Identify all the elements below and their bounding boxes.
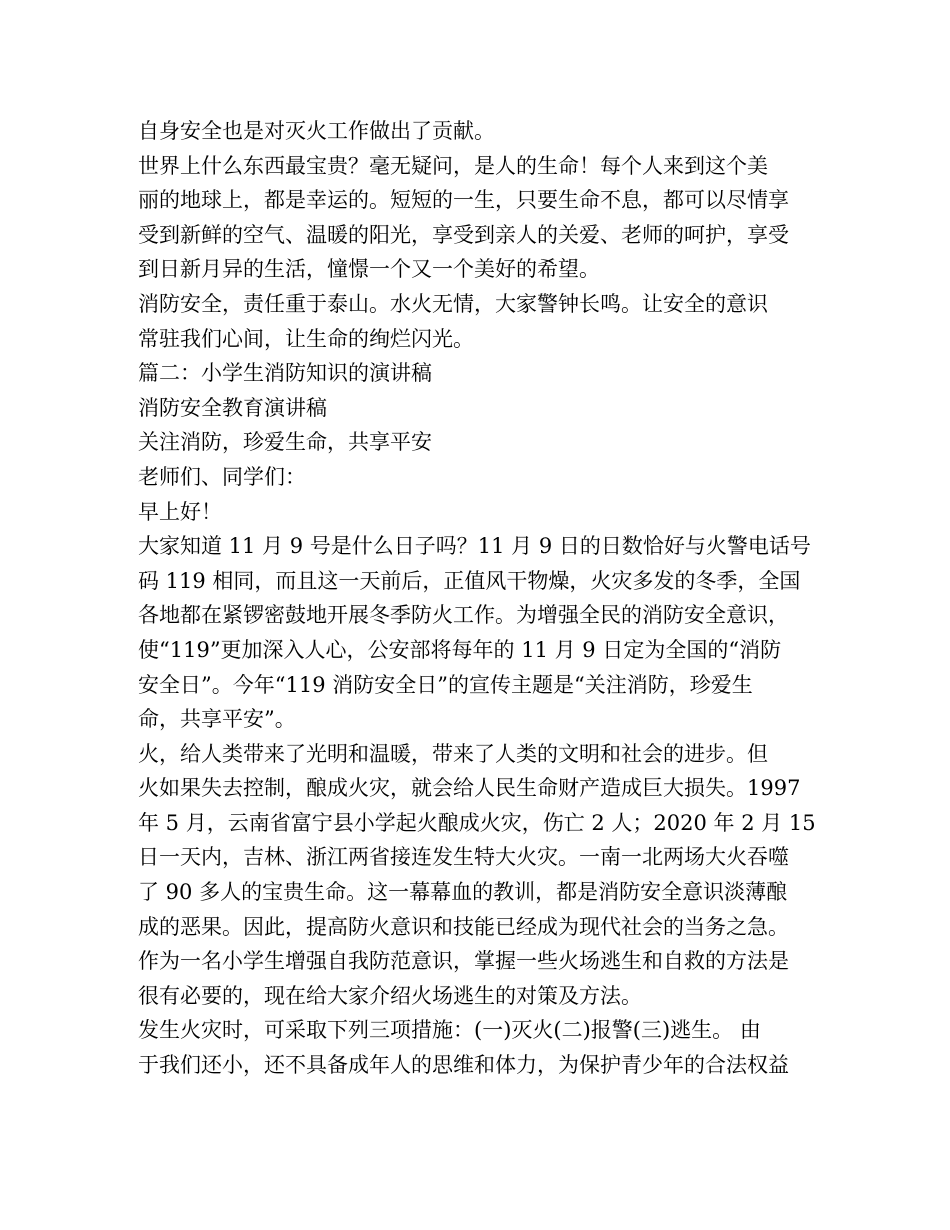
text-line: 世界上什么东西最宝贵？毫无疑问，是人的生命！每个人来到这个美 bbox=[138, 153, 768, 178]
text-line: 于我们还小，还不具备成年人的思维和体力，为保护青少年的合法权益 bbox=[138, 1053, 789, 1078]
text-line: 命，共享平安”。 bbox=[138, 707, 296, 732]
text-line: 各地都在紧锣密鼓地开展冬季防火工作。为增强全民的消防安全意识， bbox=[138, 603, 789, 628]
text-line: 很有必要的，现在给大家介绍火场逃生的对策及方法。 bbox=[138, 983, 642, 1008]
text-line: 消防安全，责任重于泰山。水火无情，大家警钟长鸣。让安全的意识 bbox=[138, 291, 768, 316]
speech-subtitle: 关注消防，珍爱生命，共享平安 bbox=[138, 430, 432, 455]
salutation: 老师们、同学们： bbox=[138, 464, 306, 489]
text-line: 火，给人类带来了光明和温暖，带来了人类的文明和社会的进步。但 bbox=[138, 741, 768, 766]
speech-title: 消防安全教育演讲稿 bbox=[138, 395, 327, 420]
text-line: 成的恶果。因此，提高防火意识和技能已经成为现代社会的当务之急。 bbox=[138, 914, 789, 939]
text-line: 常驻我们心间，让生命的绚烂闪光。 bbox=[138, 326, 474, 351]
greeting: 早上好！ bbox=[138, 499, 222, 524]
text-line: 受到新鲜的空气、温暖的阳光，享受到亲人的关爱、老师的呵护，享受 bbox=[138, 222, 789, 247]
text-line: 日一天内，吉林、浙江两省接连发生特大火灾。一南一北两场大火吞噬 bbox=[138, 845, 789, 870]
body-text bbox=[138, 114, 818, 1083]
text-line: 了 90 多人的宝贵生命。这一幕幕血的教训，都是消防安全意识淡薄酿 bbox=[138, 880, 788, 905]
text-line: 丽的地球上，都是幸运的。短短的一生，只要生命不息，都可以尽情享 bbox=[138, 188, 789, 213]
section-heading: 篇二：小学生消防知识的演讲稿 bbox=[138, 361, 432, 386]
text-line: 安全日”。今年“119 消防安全日”的宣传主题是“关注消防，珍爱生 bbox=[138, 672, 753, 697]
text-line: 作为一名小学生增强自我防范意识，掌握一些火场逃生和自救的方法是 bbox=[138, 949, 789, 974]
text-line: 自身安全也是对灭火工作做出了贡献。 bbox=[138, 119, 495, 143]
text-line: 发生火灾时，可采取下列三项措施：(一)灭火(二)报警(三)逃生。 由 bbox=[138, 1018, 761, 1043]
text-line: 使“119”更加深入人心，公安部将每年的 11 月 9 日定为全国的“消防 bbox=[138, 637, 782, 662]
text-line: 到日新月异的生活，憧憬一个又一个美好的希望。 bbox=[138, 257, 600, 282]
text-line: 大家知道 11 月 9 号是什么日子吗？11 月 9 日的日数恰好与火警电话号 bbox=[138, 534, 811, 559]
text-line: 年 5 月，云南省富宁县小学起火酿成火灾，伤亡 2 人；2020 年 2 月 15 bbox=[138, 810, 816, 835]
text-line: 火如果失去控制，酿成火灾，就会给人民生命财产造成巨大损失。1997 bbox=[138, 776, 801, 801]
text-line: 码 119 相同，而且这一天前后，正值风干物燥，火灾多发的冬季，全国 bbox=[138, 568, 801, 593]
